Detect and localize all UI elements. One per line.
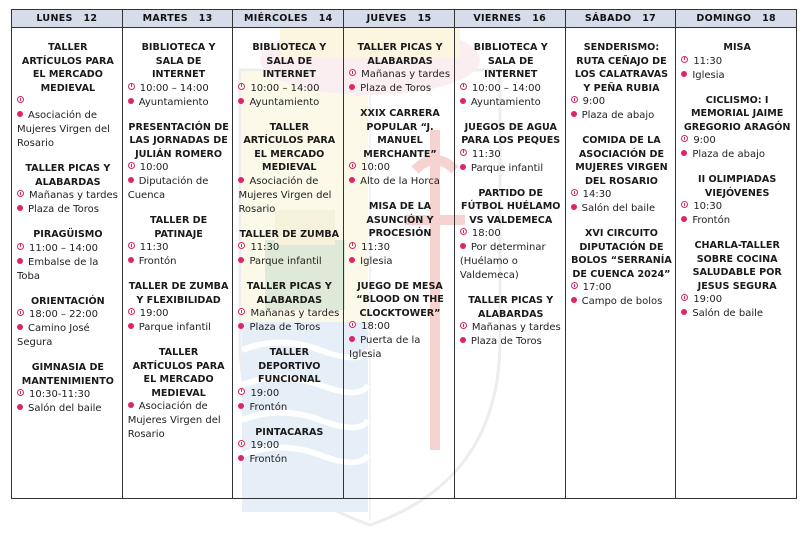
location-pin-icon [238,257,244,263]
event [17,361,119,416]
clock-icon [571,282,578,289]
event-time: 18:00 [471,228,501,239]
location-pin-icon [128,323,134,329]
clock-icon [238,440,245,447]
clock-icon [681,135,688,142]
event-place: Puerta de la Iglesia [349,335,421,360]
clock-icon [349,162,356,169]
event [460,41,562,110]
location-pin-icon [128,402,134,408]
event-time: 11:30 [361,241,390,253]
event-title: GIMNASIA DE MANTENIMIENTO [21,362,114,387]
event [238,426,340,468]
event-place: Plaza de abajo [581,110,655,121]
event-title: TALLER DE ZUMBA Y FLEXIBILIDAD [128,281,229,306]
event-title: CHARLA-TALLER SOBRE COCINA SALUDABLE POR JESUS SEGURA [692,240,782,292]
event-time: 10:30-11:30 [29,389,91,400]
event-title: PARTIDO DE FÚTBOL HUÉLAMO VS VALDEMECA [461,187,561,226]
location-pin-icon [571,204,577,210]
clock-icon [349,242,356,249]
location-pin-icon [681,150,687,156]
event-place: Plaza de Toros [470,336,542,347]
event-title: ORIENTACIÓN [31,295,105,307]
day-column-miercoles [233,10,344,498]
event-place: Salón de baile [692,308,764,319]
event [349,41,451,96]
day-header [344,10,454,28]
event-place: Frontón [249,401,288,413]
event-place: Frontón [249,454,288,465]
event-time: 10:00 – 14:00 [139,82,209,94]
location-pin-icon [349,177,355,183]
clock-icon [238,308,245,315]
event-title: TALLER PICAS Y ALABARDAS [246,281,332,306]
day-column-domingo [676,10,796,498]
event-time: 19:00 [139,308,169,319]
event-title: TALLER PICAS Y ALABARDAS [25,163,111,188]
event-title: BIBLIOTECA Y SALA DE INTERNET [252,42,327,80]
event-title: JUEGO DE MESA “BLOOD ON THE CLOCKTOWER” [356,280,444,319]
location-pin-icon [460,164,466,170]
event [128,280,230,335]
clock-icon [681,56,688,63]
event-place: Alto de la Horca [360,176,440,187]
event-title: JUEGOS DE AGUA PARA LOS PEQUES [461,121,561,146]
event [128,346,230,442]
event-time: Mañanas y tardes [29,190,118,201]
location-pin-icon [238,403,244,409]
clock-icon [238,242,245,249]
event-place: Plaza de abajo [692,149,765,160]
day-name: SÁBADO [584,13,632,24]
event-title: MISA DE LA ASUNCIÓN Y PROCESIÓN [366,201,434,239]
event [17,41,119,151]
event-time: 9:00 [693,135,716,146]
event-title: PIRAGÜISMO [33,229,103,240]
day-header [123,10,233,28]
event [128,121,230,204]
day-column-jueves [344,10,455,498]
day-column-sabado [566,10,677,498]
event-time: Mañanas y tardes [361,69,451,80]
event-time: 11:30 [139,242,169,253]
event [349,107,451,189]
event-title: TALLER DEPORTIVO FUNCIONAL [257,347,321,385]
event-time: 19:00 [693,294,723,305]
day-column-martes [123,10,234,498]
event [17,162,119,217]
event-title: XXIX CARRERA POPULAR “J. MANUEL MERCHANTE” [360,108,440,160]
event-title: PINTACARAS [255,426,324,438]
event-place: Ayuntamiento [138,96,209,108]
clock-icon [17,243,24,250]
clock-icon [17,190,24,197]
event [681,239,793,321]
clock-icon [460,322,467,329]
event-time: 10:30 [693,201,723,212]
event [681,173,793,228]
event-place: Frontón [138,256,177,267]
day-number: 17 [642,13,657,24]
event-time: 10:00 [361,162,390,173]
event-title: TALLER PICAS Y ALABARDAS [468,295,554,320]
clock-icon [571,189,578,196]
event-place: Asociación de Mujeres Virgen del Rosario [17,110,110,149]
event [571,134,673,216]
event-title: BIBLIOTECA Y SALA DE INTERNET [141,42,216,80]
event-place: Parque infantil [249,256,322,267]
day-number: 14 [318,13,333,24]
event-time: 10:00 [139,162,169,173]
event-place: Salón del baile [28,403,102,414]
event-time: 11:30 [250,242,280,253]
clock-icon [460,228,467,235]
day-name: VIERNES [473,13,522,24]
location-pin-icon [128,98,134,104]
event-title: COMIDA DE LA ASOCIACIÓN DE MUJERES VIRGEN DEL ROSARIO [575,135,668,187]
clock-icon [128,83,135,90]
event-title: BIBLIOTECA Y SALA DE INTERNET [473,42,548,80]
event-title: SENDERISMO: RUTA CEÑAJO DE LOS CALATRAVAS Y PEÑA RUBIA [574,42,669,94]
day-number: 16 [532,13,547,24]
location-pin-icon [349,336,355,342]
event [238,121,340,217]
event [17,295,119,351]
event-time: 19:00 [250,440,280,451]
event-place: Parque infantil [470,162,544,174]
event-time: Mañanas y tardes [250,308,340,319]
event [681,94,793,163]
event-time: 10:00 – 14:00 [250,82,320,94]
event-title: TALLER ARTÍCULOS PARA EL MERCADO MEDIEVAL [243,121,336,173]
event [238,228,340,270]
event [238,41,340,110]
event [460,294,562,349]
event [17,228,119,284]
clock-icon [349,321,356,328]
clock-icon [238,388,245,395]
event-title: TALLER ARTÍCULOS PARA EL MERCADO MEDIEVAL [132,347,225,399]
clock-icon [128,162,135,169]
day-header [233,10,343,28]
location-pin-icon [128,177,134,183]
event-place: Plaza de Toros [360,83,432,94]
event-time: 9:00 [582,96,606,107]
event-time: 10:00 – 14:00 [471,82,541,94]
event-time: 11:30 [471,148,501,160]
day-name: LUNES [36,13,73,24]
event-place: Camino José Segura [17,323,90,348]
location-pin-icon [681,309,687,315]
event [571,41,673,123]
event-time: 11:30 [693,55,723,67]
event-time: 19:00 [250,387,280,399]
event-place: Por determinar (Huélamo o Valdemeca) [459,242,546,281]
event-place: Salón del baile [581,203,656,214]
event-place: Diputación de Cuenca [127,176,209,201]
event-title: TALLER DE ZUMBA [239,228,340,240]
event-time: 18:00 – 22:00 [29,309,98,320]
location-pin-icon [571,111,577,117]
location-pin-icon [128,257,134,263]
location-pin-icon [17,258,23,264]
day-name: MARTES [142,13,188,24]
event-time: 18:00 [361,321,390,332]
clock-icon [681,201,688,208]
day-number: 13 [198,13,213,24]
event-place: Ayuntamiento [249,96,320,108]
location-pin-icon [349,257,355,263]
weekly-schedule-table [11,9,797,499]
event-place: Iglesia [692,69,725,81]
event-time: Mañanas y tardes [471,322,561,333]
clock-icon [238,83,245,90]
location-pin-icon [238,177,244,183]
clock-icon [571,96,578,103]
location-pin-icon [681,71,687,77]
event-title: TALLER ARTÍCULOS PARA EL MERCADO MEDIEVAL [21,42,114,94]
location-pin-icon [238,98,244,104]
day-header [12,10,122,28]
clock-icon [128,308,135,315]
clock-icon [681,294,688,301]
event-place: Plaza de Toros [28,204,99,215]
location-pin-icon [460,98,466,104]
event-title: II OLIMPIADAS VIEJÓVENES [698,174,777,199]
event-place: Iglesia [360,255,393,267]
event-place: Embalse de la Toba [17,256,99,282]
event [681,41,793,83]
clock-icon [460,149,467,156]
day-number: 18 [762,13,776,24]
event-title: TALLER DE PATINAJE [149,215,208,240]
day-header [455,10,565,28]
event-title: CICLISMO: I MEMORIAL JAIME GREGORIO ARAGÓN [683,94,791,133]
event-place: Parque infantil [138,322,211,333]
location-pin-icon [17,111,23,117]
event-title: PRESENTACIÓN DE LAS JORNADAS DE JULIÁN ROMERO [128,121,229,160]
day-name: DOMINGO [696,13,752,24]
day-header [566,10,676,28]
clock-icon [349,69,356,76]
event [349,280,451,363]
event-place: Ayuntamiento [470,96,541,108]
location-pin-icon [17,404,23,410]
event-time: 14:30 [582,189,612,200]
day-column-lunes [12,10,123,498]
day-number: 12 [83,13,98,24]
location-pin-icon [238,323,244,329]
event [460,121,562,176]
event [460,187,562,284]
location-pin-icon [238,455,244,461]
event-title: TALLER PICAS Y ALABARDAS [357,42,443,67]
event [238,280,340,335]
event [571,227,673,309]
clock-icon [128,242,135,249]
event [128,41,230,110]
event [128,214,230,269]
day-name: JUEVES [366,13,407,24]
event-time: 17:00 [582,282,612,293]
event-place: Asociación de Mujeres Virgen del Rosario [127,401,221,440]
event-title: XVI CIRCUITO DIPUTACIÓN DE BOLOS “SERRANÍA DE CUENCA 2024” [571,228,672,280]
event-place: Asociación de Mujeres Virgen del Rosario [238,175,332,215]
day-header [676,10,796,28]
event-time: 11:00 – 14:00 [29,242,98,254]
event-place: Plaza de Toros [249,322,321,333]
location-pin-icon [349,84,355,90]
day-number: 15 [417,13,432,24]
clock-icon [17,389,24,396]
location-pin-icon [681,216,687,222]
event-title: MISA [723,42,751,53]
clock-icon [17,309,24,316]
location-pin-icon [571,297,577,303]
location-pin-icon [17,324,23,330]
location-pin-icon [460,337,466,343]
clock-icon [17,96,24,103]
event-place: Campo de bolos [581,296,663,307]
day-column-viernes [455,10,566,498]
clock-icon [460,83,467,90]
location-pin-icon [460,243,466,249]
location-pin-icon [17,205,23,211]
event-place: Frontón [692,215,731,226]
day-name: MIÉRCOLES [244,13,308,24]
event [238,346,340,415]
event [349,200,451,269]
